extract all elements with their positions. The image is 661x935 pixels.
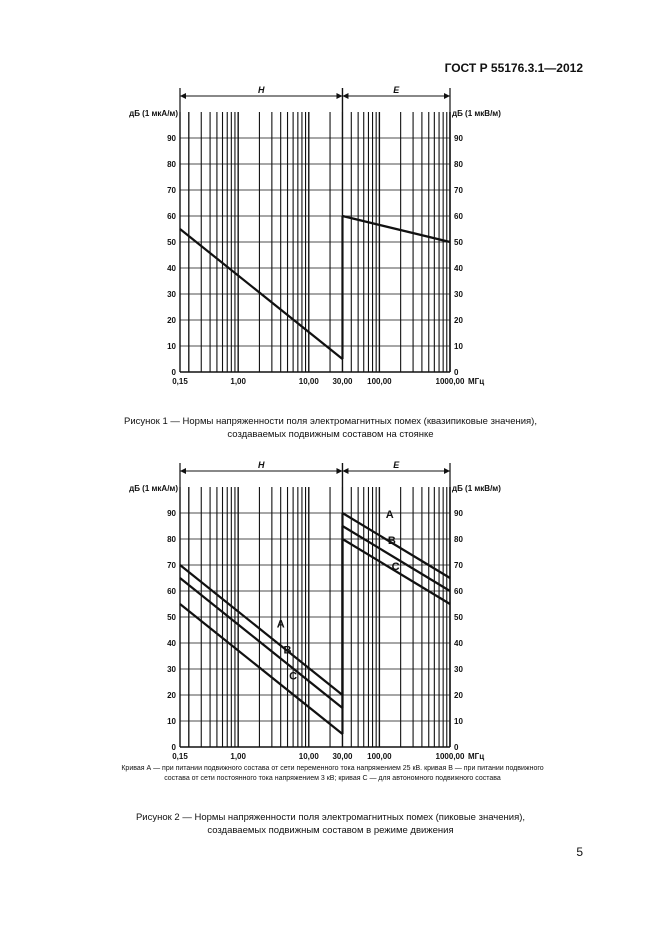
series-a-line <box>180 565 342 695</box>
y-tick-right-80: 80 <box>454 160 463 169</box>
band-arrowhead-0 <box>180 93 186 99</box>
y-tick-right-80: 80 <box>454 535 463 544</box>
y-tick-right-60: 60 <box>454 587 463 596</box>
y-tick-right-20: 20 <box>454 691 463 700</box>
figure-1-caption-line1: Рисунок 1 — Нормы напряженности поля электромагнитных помех (квазипиковые значения), <box>124 416 537 427</box>
y-tick-right-20: 20 <box>454 316 463 325</box>
y-tick-left-0: 0 <box>171 743 176 752</box>
y-axis-title-left: дБ (1 мкА/м) <box>129 109 178 118</box>
y-tick-right-60: 60 <box>454 212 463 221</box>
y-axis-title-right: дБ (1 мкВ/м) <box>452 109 501 118</box>
y-tick-right-90: 90 <box>454 509 463 518</box>
x-tick-label-1: 1,00 <box>230 752 246 761</box>
y-tick-left-10: 10 <box>167 717 176 726</box>
x-tick-label-5: 1000,00 <box>435 752 465 761</box>
figure-2-caption <box>0 811 661 837</box>
figure-2-chart <box>0 455 661 765</box>
y-tick-right-10: 10 <box>454 342 463 351</box>
band-arrowhead-3 <box>444 93 450 99</box>
y-tick-left-30: 30 <box>167 290 176 299</box>
series-label-b-1: B <box>387 535 396 548</box>
series-label-c-0: C <box>289 670 298 683</box>
x-tick-label-0: 0,15 <box>172 752 188 761</box>
y-tick-left-40: 40 <box>167 639 176 648</box>
figure-2-notes-line2: состава от сети постоянного тока напряжением 3 кВ; кривая С — для автономного подвижного состава <box>164 775 501 782</box>
y-tick-left-80: 80 <box>167 535 176 544</box>
x-tick-label-4: 100,00 <box>367 752 392 761</box>
series-label-c-1: C <box>391 561 400 574</box>
x-tick-label-2: 10,00 <box>298 752 319 761</box>
band-label-h: H <box>257 85 265 95</box>
y-tick-right-0: 0 <box>454 368 459 377</box>
band-arrowhead-2 <box>342 93 348 99</box>
y-tick-left-80: 80 <box>167 160 176 169</box>
y-tick-right-50: 50 <box>454 613 463 622</box>
y-tick-left-20: 20 <box>167 316 176 325</box>
y-tick-right-0: 0 <box>454 743 459 752</box>
band-arrowhead-2 <box>342 468 348 474</box>
y-tick-right-50: 50 <box>454 238 463 247</box>
figure-2-notes <box>45 764 620 784</box>
series-label-a-0: A <box>276 618 285 631</box>
series-label-b-0: B <box>283 644 292 657</box>
document-header: ГОСТ Р 55176.3.1—2012 <box>444 61 583 75</box>
x-tick-label-0: 0,15 <box>172 377 188 386</box>
y-tick-left-40: 40 <box>167 264 176 273</box>
y-tick-left-20: 20 <box>167 691 176 700</box>
y-axis-title-right: дБ (1 мкВ/м) <box>452 484 501 493</box>
x-tick-label-5: 1000,00 <box>435 377 465 386</box>
band-arrowhead-1 <box>336 93 342 99</box>
x-axis-unit: МГц <box>468 377 485 386</box>
figure-1-chart <box>0 80 661 395</box>
figure-2-caption-line2: создаваемых подвижным составом в режиме движения <box>207 825 454 836</box>
figure-1-caption <box>0 415 661 441</box>
y-tick-left-30: 30 <box>167 665 176 674</box>
y-tick-right-90: 90 <box>454 134 463 143</box>
y-tick-left-60: 60 <box>167 587 176 596</box>
band-arrowhead-0 <box>180 468 186 474</box>
x-tick-label-4: 100,00 <box>367 377 392 386</box>
series-label-a-1: A <box>385 509 394 522</box>
y-tick-left-60: 60 <box>167 212 176 221</box>
x-tick-label-1: 1,00 <box>230 377 246 386</box>
figure-2-caption-line1: Рисунок 2 — Нормы напряженности поля электромагнитных помех (пиковые значения), <box>135 812 526 823</box>
y-tick-right-10: 10 <box>454 717 463 726</box>
figure-1-caption-line2: создаваемых подвижным составом на стоянке <box>227 429 434 440</box>
band-label-e: E <box>393 85 400 95</box>
y-tick-left-0: 0 <box>171 368 176 377</box>
y-tick-right-40: 40 <box>454 639 463 648</box>
y-tick-left-70: 70 <box>167 561 176 570</box>
x-tick-label-3: 30,00 <box>332 377 353 386</box>
x-tick-label-3: 30,00 <box>332 752 353 761</box>
band-arrowhead-3 <box>444 468 450 474</box>
x-tick-label-2: 10,00 <box>298 377 319 386</box>
y-tick-left-90: 90 <box>167 134 176 143</box>
y-tick-left-10: 10 <box>167 342 176 351</box>
y-tick-left-50: 50 <box>167 613 176 622</box>
y-tick-right-30: 30 <box>454 665 463 674</box>
y-tick-right-30: 30 <box>454 290 463 299</box>
y-tick-left-50: 50 <box>167 238 176 247</box>
figure-2-notes-line1: Кривая А — при питании подвижного состава от сети переменного тока напряжением 25 кВ. кривая В — при питании подвижного <box>121 765 544 772</box>
band-arrowhead-1 <box>336 468 342 474</box>
y-tick-left-70: 70 <box>167 186 176 195</box>
page-number: 5 <box>576 845 583 859</box>
y-tick-right-40: 40 <box>454 264 463 273</box>
x-axis-unit: МГц <box>468 752 485 761</box>
band-label-e: E <box>393 460 400 470</box>
band-label-h: H <box>257 460 265 470</box>
y-tick-left-90: 90 <box>167 509 176 518</box>
y-axis-title-left: дБ (1 мкА/м) <box>129 484 178 493</box>
y-tick-right-70: 70 <box>454 561 463 570</box>
y-tick-right-70: 70 <box>454 186 463 195</box>
